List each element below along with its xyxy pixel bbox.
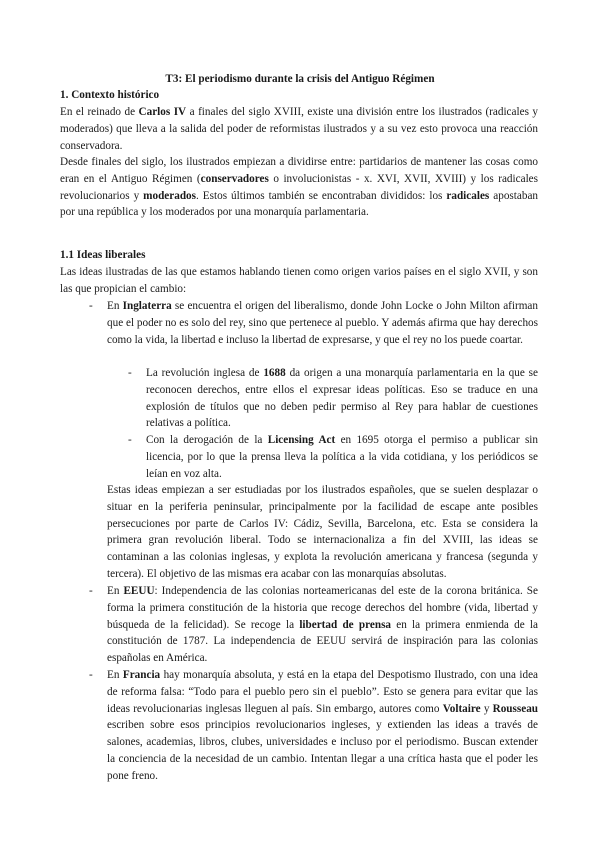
bold-term: Francia — [122, 669, 161, 681]
paragraph-ideas-intro: Las ideas ilustradas de las que estamos hablando tienen como origen varios países en el siglo XVII, y son las que propician el cambio: — [60, 266, 538, 295]
section-heading-contexto: 1. Contexto histórico — [60, 89, 160, 101]
bold-term: radicales — [446, 189, 490, 202]
bold-term: Voltaire — [442, 702, 481, 715]
bold-term: Rousseau — [492, 702, 539, 715]
paragraph-contexto-1: En el reinado de Carlos IV a finales del siglo XVIII, existe una división entre los ilustrados (radicales y moderados) que lleva a la salida del poder de reformistas ilustrados y a su vez esto provoca una reacción conservadora. — [60, 106, 538, 152]
sub-bullet-dash: - — [128, 434, 132, 446]
bold-term: Inglaterra — [122, 300, 172, 312]
paragraph-ilustrados-espanoles: Estas ideas empiezan a ser estudiadas por los ilustrados españoles, que se suelen desplazar o situar en la periferia peninsular, principalmente por la facilidad de escape ante posibles persecuciones por parte de Carlos IV: Cádiz, Sevilla, Barcelona, etc. Esta se considera la primera gran revolución liberal. Todo se internacionaliza a fin del XVIII, las ideas se contaminan a las colonias inglesas, y explota la revolución americana y francesa (segunda y tercera). El objetivo de las mismas era acabar con las monarquías absolutas. — [107, 484, 538, 580]
bold-term: 1688 — [263, 367, 286, 379]
bullet-inglaterra: En Inglaterra se encuentra el origen del liberalismo, donde John Locke o John Milton afirman que el poder no es solo del rey, sino que pertenece al pueblo. Y además afirma que hay derechos como la vida, la libertad e incluso la libertad de expresarse, y que el rey no los puede coartar. — [107, 300, 538, 346]
bold-term: moderados — [143, 189, 197, 202]
bold-term: libertad de prensa — [299, 618, 392, 631]
bullet-dash: - — [89, 585, 93, 597]
bullet-francia: En Francia hay monarquía absoluta, y está en la etapa del Despotismo Ilustrado, con una idea de reforma falsa: “Todo para el pueblo pero sin el pueblo”. Esto se genera para evitar que las ideas revolucionarias inglesas lleguen al país. Sin embargo, autores como Voltaire y Rousseau escriben sobre esos principios revolucionarios ingleses, y extienden las ideas a través de salones, academias, libros, clubes, universidades e incluso por el periodismo. Buscan extender la conciencia de la necesidad de un cambio. Intentan llegar a una crítica hasta que el poder les pone freno. — [107, 669, 539, 782]
bold-term: Carlos IV — [138, 106, 187, 118]
sub-bullet-dash: - — [128, 367, 132, 379]
sub-bullet-revolucion-inglesa: La revolución inglesa de 1688 da origen a una monarquía parlamentaria en la que se reconocen derechos, entre ellos el expresar ideas políticas. Eso se traduce en una explosión de títulos que no deben pedir permiso al Rey para hablar de cuestiones relativas a política. — [146, 367, 538, 430]
bold-term: Licensing Act — [267, 434, 336, 446]
sub-bullet-licensing-act: Con la derogación de la Licensing Act en 1695 otorga el permiso a publicar sin licencia, por lo que la prensa lleva la política a la vida cotidiana, y los periódicos se leían en voz alta. — [146, 434, 539, 480]
paragraph-contexto-2: Desde finales del siglo, los ilustrados empiezan a dividirse entre: partidarios de mantener las cosas como eran en el Antiguo Régimen (conservadores o involucionistas - x. XVI, XVII, XVIII) y los radicales revolucionarios y moderados. Estos últimos también se encontraban divididos: los radicales apostaban por una república y los moderados por una monarquía parlamentaria. — [60, 156, 539, 219]
bullet-eeuu: En EEUU: Independencia de las colonias norteamericanas del este de la corona británica. Se forma la primera constitución de la historia que recoge derechos del hombre (vida, libertad y búsqueda de la felicidad). Se recoge la libertad de prensa en la primera enmienda de la constitución de 1787. La independencia de EEUU servirá de inspiración para las colonias españolas en América. — [107, 585, 538, 665]
bold-term: EEUU — [123, 585, 155, 597]
document-title: T3: El periodismo durante la crisis del Antiguo Régimen — [165, 73, 435, 85]
bullet-dash: - — [89, 669, 93, 681]
section-heading-ideas-liberales: 1.1 Ideas liberales — [60, 249, 146, 261]
bold-term: conservadores — [200, 172, 269, 185]
bullet-dash: - — [89, 300, 93, 312]
